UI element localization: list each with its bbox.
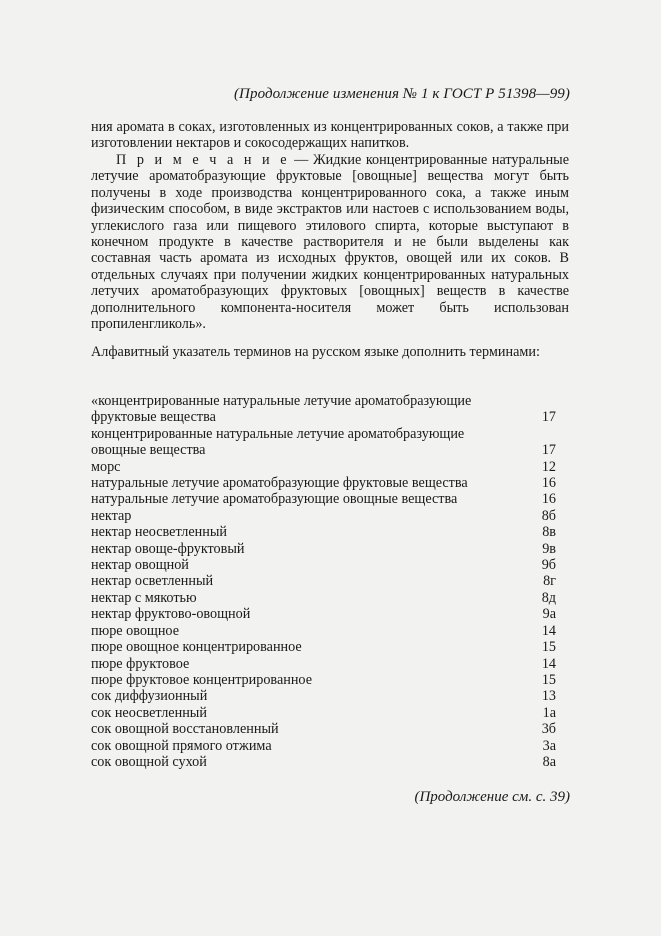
index-term: натуральные летучие ароматобразующие овощные вещества bbox=[91, 491, 458, 508]
index-row bbox=[91, 721, 556, 737]
index-number: 17 bbox=[541, 409, 556, 426]
index-row bbox=[91, 639, 556, 655]
index-row bbox=[91, 705, 556, 721]
index-number: 16 bbox=[541, 475, 556, 492]
index-row bbox=[91, 475, 556, 491]
index-number: 9а bbox=[542, 606, 556, 623]
index-row bbox=[91, 541, 556, 557]
index-row bbox=[91, 623, 556, 639]
index-term: сок овощной сухой bbox=[91, 753, 207, 770]
index-term: сок диффузионный bbox=[91, 688, 208, 705]
index-number: 8д bbox=[541, 589, 556, 606]
index-row bbox=[91, 426, 556, 459]
index-row bbox=[91, 738, 556, 754]
index-term: нектар неосветленный bbox=[91, 524, 227, 541]
index-number: 9в bbox=[542, 540, 556, 557]
index-number: 14 bbox=[541, 622, 556, 639]
index-term: нектар с мякотью bbox=[91, 589, 197, 606]
index-row bbox=[91, 393, 556, 426]
index-number: 8г bbox=[543, 573, 556, 590]
index-number: 3б bbox=[541, 721, 556, 738]
index-term: нектар фруктово-овощной bbox=[91, 606, 251, 623]
index-row bbox=[91, 524, 556, 540]
index-number: 1а bbox=[542, 704, 556, 721]
index-intro-paragraph: Алфавитный указатель терминов на русском языке дополнить терминами: bbox=[91, 344, 540, 360]
index-row bbox=[91, 590, 556, 606]
index-row bbox=[91, 606, 556, 622]
index-term: «концентрированные натуральные летучие ароматобразующие фруктовые вещества bbox=[91, 393, 472, 426]
index-term: сок неосветленный bbox=[91, 704, 207, 721]
index-term: нектар bbox=[91, 507, 132, 524]
term-index-list bbox=[91, 393, 556, 770]
index-number: 14 bbox=[541, 655, 556, 672]
index-row bbox=[91, 656, 556, 672]
index-term: пюре овощное концентрированное bbox=[91, 639, 302, 656]
continuation-header: (Продолжение изменения № 1 к ГОСТ Р 51398—99) bbox=[233, 86, 570, 102]
index-term: сок овощной восстановленный bbox=[91, 721, 279, 738]
index-term: нектар овощной bbox=[91, 557, 189, 574]
note-label: П р и м е ч а н и е bbox=[116, 152, 290, 168]
index-number: 13 bbox=[541, 688, 556, 705]
index-number: 15 bbox=[541, 639, 556, 656]
index-row bbox=[91, 672, 556, 688]
index-term: пюре овощное bbox=[91, 622, 179, 639]
index-row bbox=[91, 754, 556, 770]
index-term: нектар овоще-фруктовый bbox=[91, 540, 245, 557]
note-text: — Жидкие концентрированные натуральные летучие ароматобразующие фруктовые [овощные] вещества могут быть получены в ходе производства концентрированного сока, а также иным физическим способом, в виде экстрактов или настоев с использованием воды, углекислого газа или пищевого этилового спирта, которые выступают в конечном продукте в качестве растворителя и не были выделены как составная часть аромата из исходных фруктов, овощей или их соков. В отдельных случаях при получении жидких концентрированных натуральных летучих ароматобразующих фруктовых [овощных] веществ в качестве дополнительного компонента-носителя может быть использован пропиленгликоль». bbox=[91, 152, 569, 333]
index-term: концентрированные натуральные летучие ароматобразующие овощные вещества bbox=[91, 425, 465, 459]
index-number: 8а bbox=[542, 753, 556, 770]
index-number: 15 bbox=[541, 671, 556, 688]
note-paragraph bbox=[91, 152, 569, 332]
index-term: сок овощной прямого отжима bbox=[91, 737, 272, 754]
index-number: 9б bbox=[541, 557, 556, 574]
continuation-footer: (Продолжение см. с. 39) bbox=[414, 789, 570, 805]
index-row bbox=[91, 573, 556, 589]
body-paragraph-1: ния аромата в соках, изготовленных из концентрированных соков, а также при изготовлении нектаров и сокосодержащих напитков. bbox=[91, 119, 569, 152]
index-row bbox=[91, 459, 556, 475]
index-row bbox=[91, 491, 556, 507]
index-number: 8в bbox=[542, 524, 556, 541]
index-term: морс bbox=[91, 458, 121, 475]
index-number: 17 bbox=[541, 442, 556, 459]
index-number: 8б bbox=[541, 507, 556, 524]
index-row bbox=[91, 688, 556, 704]
index-term: нектар осветленный bbox=[91, 573, 214, 590]
index-term: натуральные летучие ароматобразующие фруктовые вещества bbox=[91, 475, 468, 492]
index-number: 3а bbox=[542, 737, 556, 754]
index-term: пюре фруктовое концентрированное bbox=[91, 671, 312, 688]
index-number: 16 bbox=[541, 491, 556, 508]
index-number: 12 bbox=[541, 458, 556, 475]
index-row bbox=[91, 508, 556, 524]
index-row bbox=[91, 557, 556, 573]
index-term: пюре фруктовое bbox=[91, 655, 190, 672]
